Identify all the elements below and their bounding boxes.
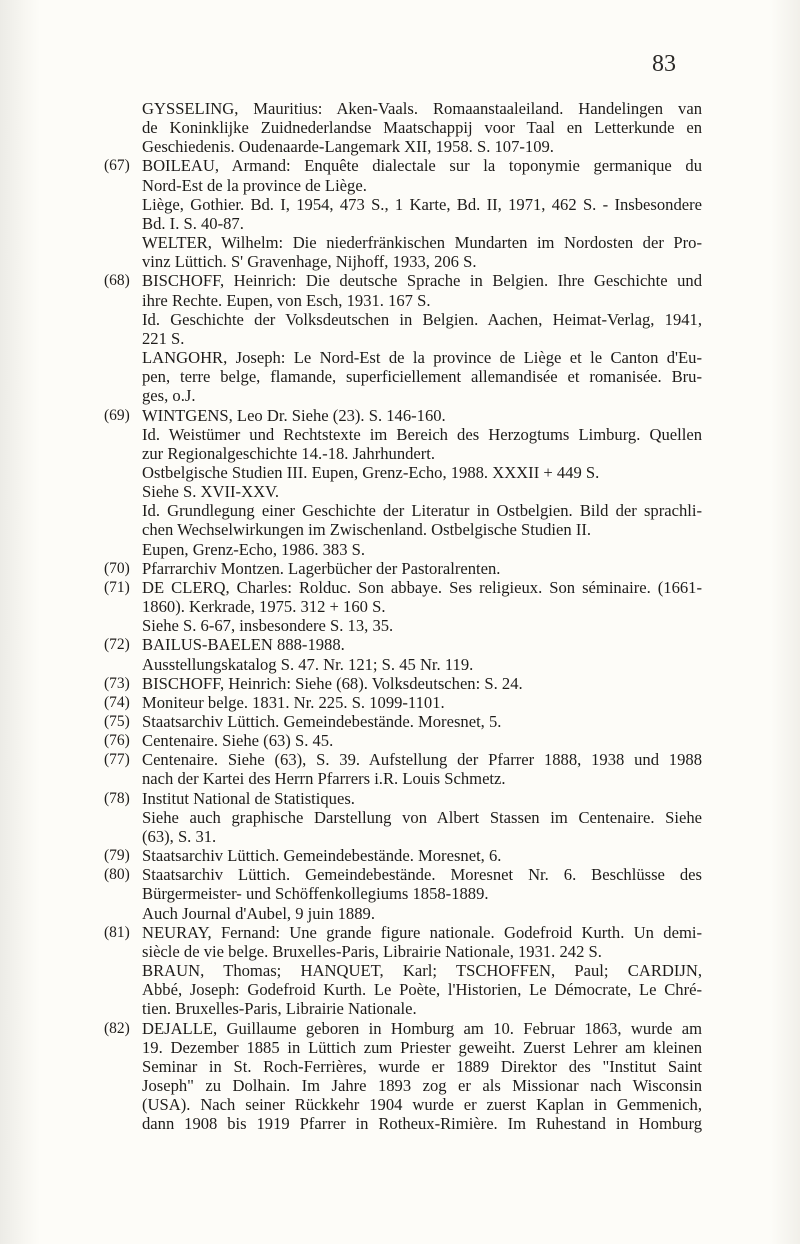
endnote-paragraph	[142, 99, 702, 156]
text-line: Bürgermeister- und Schöffenkollegiums 1858-1889.	[142, 884, 489, 904]
text-line: nach der Kartei des Herrn Pfarrers i.R. Louis Schmetz.	[142, 769, 506, 789]
endnote-73	[104, 674, 702, 693]
endnote-paragraph	[142, 1019, 702, 1134]
text-line: ges, o.J.	[142, 386, 196, 406]
text-line: 221 S.	[142, 328, 185, 348]
endnote-number: (75)	[104, 713, 130, 730]
endnote-paragraph	[142, 156, 702, 194]
text-line: Institut National de Statistiques.	[142, 788, 355, 808]
text-line: Staatsarchiv Lüttich. Gemeindebestände. Moresnet, 6.	[142, 846, 502, 866]
endnote-paragraph	[142, 348, 702, 405]
endnote-70	[104, 559, 702, 578]
text-line: BISCHOFF, Heinrich: Siehe (68). Volksdeutschen: S. 24.	[142, 673, 523, 693]
endnote-80	[104, 865, 702, 922]
endnote-paragraph	[142, 750, 702, 788]
endnote-82	[104, 1019, 702, 1134]
text-line: GYSSELING, Mauritius: Aken-Vaals. Romaanstaaleiland. Handelingen van	[142, 99, 702, 118]
text-line: Moniteur belge. 1831. Nr. 225. S. 1099-1101.	[142, 692, 445, 712]
endnote-continuation	[104, 99, 702, 156]
endnote-paragraph	[142, 693, 702, 712]
text-line: zur Regionalgeschichte 14.-18. Jahrhundert.	[142, 443, 436, 463]
endnote-68	[104, 271, 702, 405]
endnote-number: (80)	[104, 866, 130, 884]
text-line: Centenaire. Siehe (63) S. 45.	[142, 731, 334, 751]
text-line: pen, terre belge, flamande, superficiellement allemandisée et romanisée. Bru-	[142, 367, 702, 387]
text-line: siècle de vie belge. Bruxelles-Paris, Librairie Nationale, 1931. 242 S.	[142, 941, 602, 961]
text-line: DEJALLE, Guillaume geboren in Homburg am 10. Februar 1863, wurde am	[142, 1018, 702, 1038]
text-line: Auch Journal d'Aubel, 9 juin 1889.	[142, 903, 375, 923]
endnote-paragraph	[142, 808, 702, 846]
endnote-paragraph	[142, 578, 702, 616]
endnote-paragraph	[142, 961, 702, 1018]
text-line: BISCHOFF, Heinrich: Die deutsche Sprache in Belgien. Ihre Geschichte und	[142, 271, 702, 291]
text-line: LANGOHR, Joseph: Le Nord-Est de la province de Liège et le Canton d'Eu-	[142, 348, 702, 368]
endnote-67	[104, 156, 702, 271]
text-line: Siehe auch graphische Darstellung von Albert Stassen im Centenaire. Siehe	[142, 807, 702, 827]
text-line: Staatsarchiv Lüttich. Gemeindebestände. Moresnet, 5.	[142, 712, 502, 731]
endnote-number: (72)	[104, 636, 130, 654]
endnote-number: (69)	[104, 406, 130, 424]
endnote-paragraph	[142, 674, 702, 693]
text-line: Geschiedenis. Oudenaarde-Langemark XII, 1958. S. 107-109.	[142, 137, 554, 157]
endnote-81	[104, 923, 702, 1019]
text-line: Joseph" zu Dolhain. Im Jahre 1893 zog er als Missionar nach Wisconsin	[142, 1075, 702, 1095]
text-line: Ausstellungskatalog S. 47. Nr. 121; S. 45 Nr. 119.	[142, 654, 474, 674]
endnote-paragraph	[142, 789, 702, 808]
text-line: Siehe S. 6-67, insbesondere S. 13, 35.	[142, 616, 394, 636]
endnote-paragraph	[142, 482, 702, 501]
endnote-number: (77)	[104, 751, 130, 769]
page-edge-shadow-left	[0, 0, 40, 1244]
endnote-number: (74)	[104, 693, 130, 711]
text-line: Id. Weistümer und Rechtstexte im Bereich des Herzogtums Limburg. Quellen	[142, 424, 702, 444]
page-edge-shadow-right	[770, 0, 800, 1244]
text-line: (63), S. 31.	[142, 826, 217, 846]
text-line: Id. Geschichte der Volksdeutschen in Belgien. Aachen, Heimat-Verlag, 1941,	[142, 309, 702, 329]
text-line: BRAUN, Thomas; HANQUET, Karl; TSCHOFFEN, Paul; CARDIJN,	[142, 961, 702, 981]
endnote-76	[104, 731, 702, 750]
endnote-number: (78)	[104, 789, 130, 807]
endnote-paragraph	[142, 635, 702, 654]
endnote-paragraph	[142, 195, 702, 233]
endnote-71	[104, 578, 702, 635]
text-line: tien. Bruxelles-Paris, Librairie Nationale.	[142, 999, 417, 1019]
text-line: Abbé, Joseph: Godefroid Kurth. Le Poète, l'Historien, Le Démocrate, Le Chré-	[142, 980, 702, 1000]
endnote-79	[104, 846, 702, 865]
endnote-paragraph	[142, 501, 702, 539]
endnote-paragraph	[142, 540, 702, 559]
text-line: NEURAY, Fernand: Une grande figure nationale. Godefroid Kurth. Un demi-	[142, 922, 702, 942]
endnote-number: (81)	[104, 923, 130, 941]
endnote-paragraph	[142, 425, 702, 463]
endnote-paragraph	[142, 271, 702, 309]
endnote-paragraph	[142, 559, 702, 578]
endnote-number: (82)	[104, 1019, 130, 1037]
text-line: Liège, Gothier. Bd. I, 1954, 473 S., 1 Karte, Bd. II, 1971, 462 S. - Insbesondere	[142, 194, 702, 214]
endnote-paragraph	[142, 463, 702, 482]
text-line: de Koninklijke Zuidnederlandse Maatschappij voor Taal en Letterkunde en	[142, 118, 702, 138]
text-line: DE CLERQ, Charles: Rolduc. Son abbaye. Ses religieux. Son séminaire. (1661-	[142, 577, 702, 597]
endnote-74	[104, 693, 702, 712]
endnote-number: (76)	[104, 732, 130, 750]
endnote-paragraph	[142, 712, 702, 731]
text-line: 19. Dezember 1885 in Lüttich zum Priester geweiht. Zuerst Lehrer am kleinen	[142, 1037, 702, 1057]
text-line: dann 1908 bis 1919 Pfarrer in Rotheux-Rimière. Im Ruhestand in Homburg	[142, 1114, 702, 1134]
endnote-paragraph	[142, 865, 702, 903]
text-line: Nord-Est de la province de Liège.	[142, 175, 367, 195]
text-line: Bd. I. S. 40-87.	[142, 213, 244, 233]
endnote-number: (68)	[104, 272, 130, 290]
text-line: Seminar in St. Roch-Ferrières, wurde er 1889 Direktor des "Institut Saint	[142, 1056, 702, 1076]
text-line: Siehe S. XVII-XXV.	[142, 482, 280, 502]
endnote-paragraph	[142, 233, 702, 271]
endnote-77	[104, 750, 702, 788]
text-line: Staatsarchiv Lüttich. Gemeindebestände. Moresnet Nr. 6. Beschlüsse des	[142, 865, 702, 885]
endnote-number: (73)	[104, 674, 130, 692]
page-number: 83	[652, 51, 676, 77]
endnote-paragraph	[142, 904, 702, 923]
endnote-78	[104, 789, 702, 846]
endnote-paragraph	[142, 616, 702, 635]
text-line: Pfarrarchiv Montzen. Lagerbücher der Pastoralrenten.	[142, 558, 501, 578]
text-line: WELTER, Wilhelm: Die niederfränkischen Mundarten im Nordosten der Pro-	[142, 233, 702, 253]
endnote-paragraph	[142, 846, 702, 865]
endnote-number: (79)	[104, 847, 130, 865]
endnote-paragraph	[142, 731, 702, 750]
endnote-number: (71)	[104, 578, 130, 596]
endnote-paragraph	[142, 923, 702, 961]
endnote-paragraph	[142, 406, 702, 425]
text-line: Ostbelgische Studien III. Eupen, Grenz-Echo, 1988. XXXII + 449 S.	[142, 462, 600, 482]
endnote-paragraph	[142, 655, 702, 674]
text-line: (USA). Nach seiner Rückkehr 1904 wurde er zuerst Kaplan in Gemmenich,	[142, 1095, 702, 1115]
text-line: ihre Rechte. Eupen, von Esch, 1931. 167 S.	[142, 290, 431, 310]
text-line: Eupen, Grenz-Echo, 1986. 383 S.	[142, 539, 366, 559]
endnote-72	[104, 635, 702, 673]
text-line: 1860). Kerkrade, 1975. 312 + 160 S.	[142, 597, 386, 617]
text-line: BAILUS-BAELEN 888-1988.	[142, 635, 345, 655]
endnote-number: (70)	[104, 559, 130, 577]
text-line: BOILEAU, Armand: Enquête dialectale sur la toponymie germanique du	[142, 156, 702, 176]
text-line: Centenaire. Siehe (63), S. 39. Aufstellung der Pfarrer 1888, 1938 und 1988	[142, 750, 702, 770]
endnote-paragraph	[142, 310, 702, 348]
endnote-75	[104, 712, 702, 731]
endnotes-list	[104, 99, 702, 1133]
text-line: chen Wechselwirkungen im Zwischenland. Ostbelgische Studien II.	[142, 520, 592, 540]
endnote-number: (67)	[104, 157, 130, 175]
text-line: WINTGENS, Leo Dr. Siehe (23). S. 146-160.	[142, 405, 446, 425]
endnote-69	[104, 406, 702, 559]
text-line: vinz Lüttich. S' Gravenhage, Nijhoff, 1933, 206 S.	[142, 252, 477, 272]
text-line: Id. Grundlegung einer Geschichte der Literatur in Ostbelgien. Bild der sprachli-	[142, 501, 702, 521]
